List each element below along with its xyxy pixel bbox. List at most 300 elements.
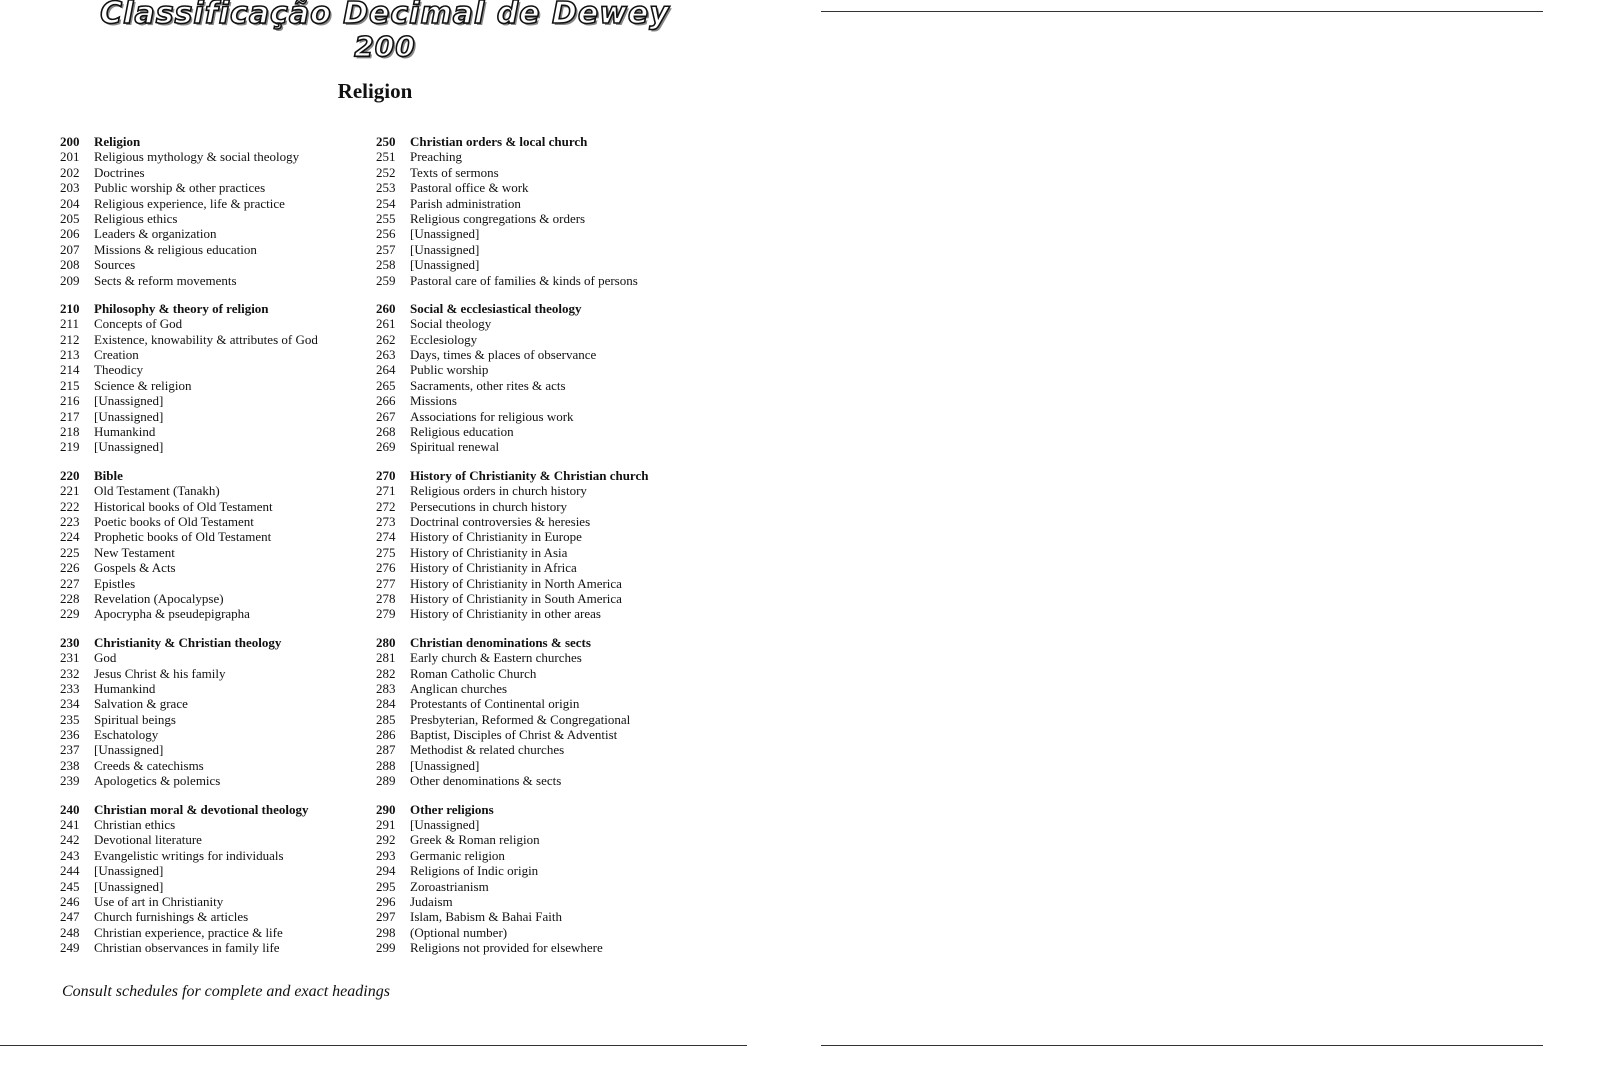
class-number: 254 (376, 195, 396, 211)
class-label: Old Testament (Tanakh) (94, 483, 220, 499)
class-label: Anglican churches (410, 680, 508, 696)
class-entry (60, 863, 360, 878)
class-entry (60, 742, 360, 757)
left-column (60, 134, 360, 969)
class-number: 239 (60, 773, 80, 789)
class-entry (376, 758, 706, 773)
class-number: 282 (376, 665, 396, 681)
class-entry (376, 848, 706, 863)
class-label: Creation (94, 347, 139, 363)
class-number: 235 (60, 711, 80, 727)
class-number: 219 (60, 439, 80, 455)
class-entry (60, 273, 360, 288)
class-number: 226 (60, 560, 80, 576)
class-label: Spiritual renewal (410, 439, 500, 455)
bottom-rule-right (821, 1045, 1543, 1046)
class-label: Greek & Roman religion (410, 832, 540, 848)
class-label: Theodicy (94, 362, 144, 378)
class-number: 288 (376, 757, 396, 773)
class-number: 249 (60, 940, 80, 956)
schedule-section (60, 301, 360, 455)
class-entry (376, 424, 706, 439)
class-number: 205 (60, 210, 80, 226)
class-number: 251 (376, 149, 396, 165)
class-entry (376, 576, 706, 591)
class-entry (60, 378, 360, 393)
class-entry (376, 894, 706, 909)
class-label: Leaders & organization (94, 226, 217, 242)
schedule-section (376, 635, 706, 789)
class-label: Missions & religious education (94, 241, 257, 257)
class-entry (376, 409, 706, 424)
class-entry (60, 316, 360, 331)
class-entry (376, 439, 706, 454)
class-entry (376, 332, 706, 347)
class-entry (376, 909, 706, 924)
class-entry (60, 848, 360, 863)
class-entry (60, 758, 360, 773)
class-entry (60, 712, 360, 727)
class-label: Sources (94, 257, 136, 273)
class-label: Doctrinal controversies & heresies (410, 513, 591, 529)
class-label: Apocrypha & pseudepigrapha (94, 606, 250, 622)
class-label: Humankind (94, 424, 156, 440)
class-number: 210 (60, 300, 80, 316)
class-entry (60, 439, 360, 454)
class-entry (376, 606, 706, 621)
class-number: 264 (376, 362, 396, 378)
class-label: New Testament (94, 544, 175, 560)
class-number: 242 (60, 832, 80, 848)
class-entry (376, 149, 706, 164)
class-entry (376, 666, 706, 681)
class-label: History of Christianity in South America (410, 590, 622, 606)
class-number: 230 (60, 634, 80, 650)
class-number: 265 (376, 377, 396, 393)
class-number: 220 (60, 467, 80, 483)
class-entry (60, 257, 360, 272)
class-entry (376, 316, 706, 331)
class-number: 236 (60, 727, 80, 743)
class-entry (376, 242, 706, 257)
class-number: 246 (60, 893, 80, 909)
class-entry (376, 560, 706, 575)
class-number: 221 (60, 483, 80, 499)
class-entry (60, 211, 360, 226)
class-label: [Unassigned] (94, 439, 164, 455)
class-number: 227 (60, 575, 80, 591)
class-label: [Unassigned] (94, 393, 164, 409)
class-label: Eschatology (94, 727, 159, 743)
class-entry (60, 529, 360, 544)
class-number: 281 (376, 650, 396, 666)
class-number: 296 (376, 893, 396, 909)
class-number: 229 (60, 606, 80, 622)
class-label: Days, times & places of observance (410, 347, 597, 363)
class-label: History of Christianity in Africa (410, 560, 577, 576)
section-heading (60, 635, 360, 650)
class-label: Presbyterian, Reformed & Congregational (410, 711, 631, 727)
class-label: Early church & Eastern churches (410, 650, 582, 666)
class-label: History of Christianity in Asia (410, 544, 568, 560)
section-heading (60, 802, 360, 817)
class-number: 257 (376, 241, 396, 257)
class-label: Religions of Indic origin (410, 863, 539, 879)
class-label: Texts of sermons (410, 164, 499, 180)
class-number: 244 (60, 863, 80, 879)
class-label: Church furnishings & articles (94, 909, 249, 925)
class-entry (60, 483, 360, 498)
class-label: Salvation & grace (94, 696, 188, 712)
class-label: [Unassigned] (94, 863, 164, 879)
class-entry (60, 727, 360, 742)
class-number: 237 (60, 742, 80, 758)
class-label: Doctrines (94, 164, 145, 180)
class-label: Apologetics & polemics (94, 773, 221, 789)
class-number: 280 (376, 634, 396, 650)
class-number: 292 (376, 832, 396, 848)
class-number: 231 (60, 650, 80, 666)
class-label: Protestants of Continental origin (410, 696, 580, 712)
class-label: Christian orders & local church (410, 134, 588, 149)
class-entry (60, 149, 360, 164)
class-entry (60, 393, 360, 408)
class-label: Religious education (410, 424, 514, 440)
class-number: 260 (376, 300, 396, 316)
class-label: Germanic religion (410, 847, 505, 863)
page-title: Classificação Decimal de Dewey (100, 0, 670, 31)
class-number: 222 (60, 498, 80, 514)
class-number: 262 (376, 331, 396, 347)
class-entry (60, 832, 360, 847)
class-entry (376, 925, 706, 940)
class-entry (60, 226, 360, 241)
class-label: Revelation (Apocalypse) (94, 590, 224, 606)
class-label: Religion (94, 134, 141, 149)
class-label: Religious experience, life & practice (94, 195, 285, 211)
section-heading (376, 468, 706, 483)
class-label: Bible (94, 467, 123, 483)
class-entry (376, 226, 706, 241)
class-number: 247 (60, 909, 80, 925)
class-entry (376, 529, 706, 544)
left-page (0, 0, 770, 1073)
class-label: [Unassigned] (94, 408, 164, 424)
class-entry (60, 242, 360, 257)
class-label: Humankind (94, 680, 156, 696)
class-label: Historical books of Old Testament (94, 498, 273, 514)
class-number: 202 (60, 164, 80, 180)
class-entry (376, 378, 706, 393)
class-label: Preaching (410, 149, 462, 165)
class-number: 289 (376, 773, 396, 789)
class-entry (60, 681, 360, 696)
class-number: 243 (60, 847, 80, 863)
class-label: Other denominations & sects (410, 773, 562, 789)
class-entry (60, 560, 360, 575)
class-number: 273 (376, 513, 396, 529)
class-label: Religious congregations & orders (410, 210, 586, 226)
class-entry (376, 832, 706, 847)
class-label: Religions not provided for elsewhere (410, 940, 603, 956)
class-entry (376, 347, 706, 362)
class-number: 286 (376, 727, 396, 743)
class-label: Philosophy & theory of religion (94, 300, 269, 316)
class-entry (60, 196, 360, 211)
class-entry (376, 211, 706, 226)
class-number: 268 (376, 424, 396, 440)
class-label: Christian experience, practice & life (94, 924, 283, 940)
class-number: 248 (60, 924, 80, 940)
schedule-section (60, 134, 360, 288)
class-number: 223 (60, 513, 80, 529)
section-heading (60, 134, 360, 149)
class-entry (376, 362, 706, 377)
class-number: 274 (376, 529, 396, 545)
class-number: 217 (60, 408, 80, 424)
schedule-section (376, 301, 706, 455)
class-number: 232 (60, 665, 80, 681)
class-number: 215 (60, 377, 80, 393)
class-label: Public worship (410, 362, 489, 378)
class-entry (376, 591, 706, 606)
class-number: 252 (376, 164, 396, 180)
class-entry (60, 696, 360, 711)
class-number: 200 (60, 134, 80, 149)
footer-note: Consult schedules for complete and exact headings (62, 983, 390, 1000)
class-entry (60, 347, 360, 362)
class-entry (376, 257, 706, 272)
class-label: Evangelistic writings for individuals (94, 847, 284, 863)
class-entry (60, 894, 360, 909)
class-label: (Optional number) (410, 924, 508, 940)
class-label: Christianity & Christian theology (94, 634, 282, 650)
class-label: Zoroastrianism (410, 878, 489, 894)
class-label: Islam, Babism & Bahai Faith (410, 909, 563, 925)
class-label: Jesus Christ & his family (94, 665, 226, 681)
class-number: 234 (60, 696, 80, 712)
class-number: 261 (376, 316, 396, 332)
class-label: Existence, knowability & attributes of God (94, 331, 318, 347)
class-number: 203 (60, 180, 80, 196)
section-heading (376, 301, 706, 316)
class-label: Ecclesiology (410, 331, 478, 347)
class-number: 266 (376, 393, 396, 409)
class-number: 284 (376, 696, 396, 712)
class-number: 201 (60, 149, 80, 165)
class-entry (60, 332, 360, 347)
schedule-section (376, 468, 706, 622)
class-number: 259 (376, 272, 396, 288)
class-entry (60, 773, 360, 788)
class-label: Spiritual beings (94, 711, 176, 727)
class-label: [Unassigned] (410, 817, 480, 833)
class-label: Public worship & other practices (94, 180, 266, 196)
class-number: 278 (376, 590, 396, 606)
class-entry (60, 940, 360, 955)
class-label: Baptist, Disciples of Christ & Adventist (410, 727, 618, 743)
class-entry (60, 666, 360, 681)
class-number: 267 (376, 408, 396, 424)
class-label: [Unassigned] (410, 226, 480, 242)
class-label: Associations for religious work (410, 408, 574, 424)
class-label: Sects & reform movements (94, 272, 237, 288)
class-label: Missions (410, 393, 457, 409)
class-number: 279 (376, 606, 396, 622)
class-entry (60, 409, 360, 424)
class-number-title: 200 (354, 30, 416, 63)
class-number: 241 (60, 817, 80, 833)
class-entry (376, 863, 706, 878)
class-number: 225 (60, 544, 80, 560)
class-entry (60, 576, 360, 591)
class-number: 228 (60, 590, 80, 606)
class-entry (376, 696, 706, 711)
class-entry (60, 817, 360, 832)
class-label: Science & religion (94, 377, 192, 393)
class-label: Devotional literature (94, 832, 202, 848)
class-number: 224 (60, 529, 80, 545)
class-number: 277 (376, 575, 396, 591)
class-label: History of Christianity & Christian church (410, 467, 649, 483)
class-entry (60, 362, 360, 377)
class-number: 250 (376, 134, 396, 149)
class-label: Christian ethics (94, 817, 176, 833)
class-entry (376, 940, 706, 955)
class-number: 245 (60, 878, 80, 894)
class-number: 209 (60, 272, 80, 288)
class-number: 208 (60, 257, 80, 273)
class-number: 285 (376, 711, 396, 727)
class-entry (60, 650, 360, 665)
class-label: Judaism (410, 893, 453, 909)
class-number: 233 (60, 680, 80, 696)
class-entry (60, 514, 360, 529)
class-label: History of Christianity in other areas (410, 606, 601, 622)
class-number: 263 (376, 347, 396, 363)
section-heading (376, 134, 706, 149)
section-heading (376, 802, 706, 817)
class-label: History of Christianity in Europe (410, 529, 582, 545)
class-number: 298 (376, 924, 396, 940)
class-entry (376, 165, 706, 180)
class-label: Concepts of God (94, 316, 183, 332)
class-number: 240 (60, 801, 80, 817)
section-heading (60, 301, 360, 316)
schedule-section (60, 468, 360, 622)
class-entry (376, 273, 706, 288)
class-entry (60, 909, 360, 924)
class-number: 270 (376, 467, 396, 483)
class-number: 218 (60, 424, 80, 440)
class-number: 212 (60, 331, 80, 347)
class-label: Other religions (410, 801, 494, 817)
class-entry (376, 196, 706, 211)
class-label: Christian denominations & sects (410, 634, 591, 650)
class-number: 238 (60, 757, 80, 773)
class-label: God (94, 650, 117, 666)
class-entry (376, 650, 706, 665)
class-entry (376, 727, 706, 742)
class-entry (60, 879, 360, 894)
class-label: Social theology (410, 316, 492, 332)
class-number: 253 (376, 180, 396, 196)
class-entry (60, 545, 360, 560)
class-label: [Unassigned] (410, 757, 480, 773)
schedule-section (376, 134, 706, 288)
class-number: 258 (376, 257, 396, 273)
class-number: 271 (376, 483, 396, 499)
class-number: 283 (376, 680, 396, 696)
class-entry (60, 165, 360, 180)
class-number: 272 (376, 498, 396, 514)
class-label: [Unassigned] (94, 878, 164, 894)
right-page (820, 0, 1607, 1073)
class-entry (60, 606, 360, 621)
schedule-section (60, 802, 360, 956)
class-entry (376, 712, 706, 727)
class-number: 213 (60, 347, 80, 363)
class-label: Prophetic books of Old Testament (94, 529, 272, 545)
class-number: 204 (60, 195, 80, 211)
class-entry (376, 514, 706, 529)
class-label: Persecutions in church history (410, 498, 568, 514)
class-label: Roman Catholic Church (410, 665, 537, 681)
class-entry (376, 817, 706, 832)
class-entry (376, 180, 706, 195)
class-number: 269 (376, 439, 396, 455)
class-label: Gospels & Acts (94, 560, 176, 576)
class-entry (376, 742, 706, 757)
class-number: 295 (376, 878, 396, 894)
class-label: [Unassigned] (94, 742, 164, 758)
class-label: Sacraments, other rites & acts (410, 377, 566, 393)
class-label: Religious mythology & social theology (94, 149, 300, 165)
class-number: 291 (376, 817, 396, 833)
class-entry (60, 591, 360, 606)
class-number: 287 (376, 742, 396, 758)
class-number: 206 (60, 226, 80, 242)
class-entry (376, 681, 706, 696)
class-entry (376, 879, 706, 894)
class-label: Pastoral care of families & kinds of persons (410, 272, 638, 288)
class-entry (376, 393, 706, 408)
section-heading (376, 635, 706, 650)
class-number: 207 (60, 241, 80, 257)
class-number: 256 (376, 226, 396, 242)
schedule-section (60, 635, 360, 789)
class-number: 297 (376, 909, 396, 925)
class-label: Epistles (94, 575, 136, 591)
page-subtitle: Religion (337, 79, 413, 103)
class-number: 299 (376, 940, 396, 956)
top-rule-right (821, 11, 1543, 12)
class-number: 294 (376, 863, 396, 879)
class-entry (376, 499, 706, 514)
class-label: [Unassigned] (410, 257, 480, 273)
class-label: Methodist & related churches (410, 742, 565, 758)
schedule-section (376, 802, 706, 956)
class-number: 211 (60, 316, 80, 332)
class-number: 255 (376, 210, 396, 226)
class-label: History of Christianity in North America (410, 575, 622, 591)
class-entry (60, 424, 360, 439)
class-number: 216 (60, 393, 80, 409)
class-label: Social & ecclesiastical theology (410, 300, 582, 316)
section-heading (60, 468, 360, 483)
class-entry (60, 925, 360, 940)
class-label: Creeds & catechisms (94, 757, 204, 773)
